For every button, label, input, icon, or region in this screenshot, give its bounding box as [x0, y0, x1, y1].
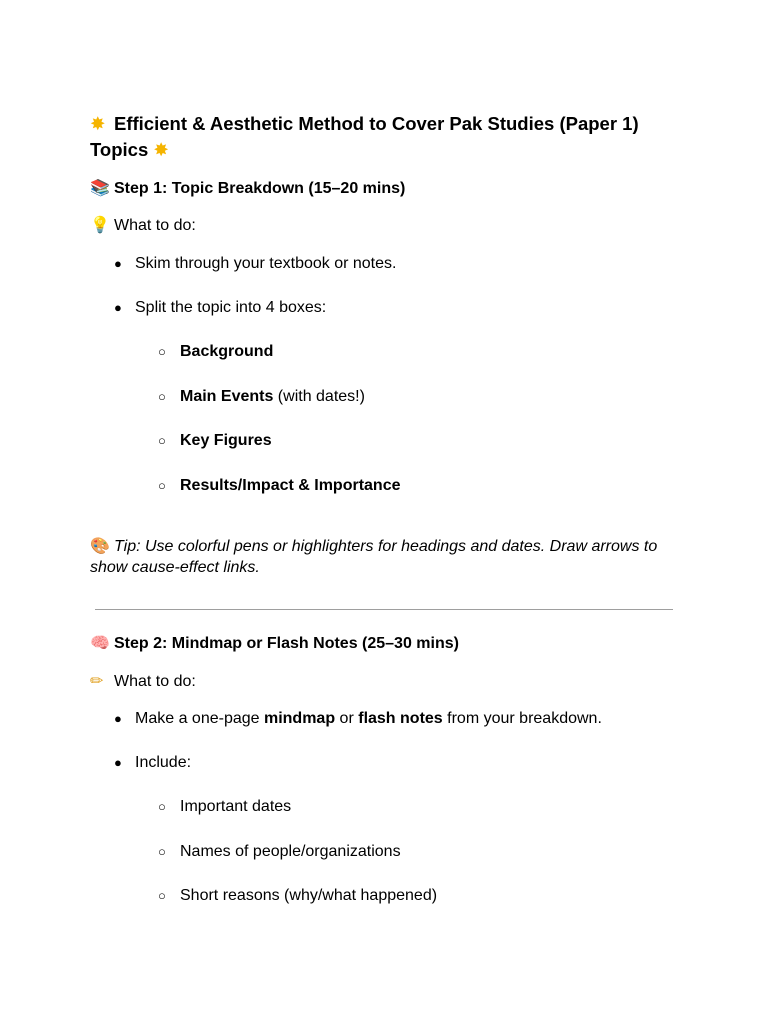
sub-list-item-bold: Background [180, 343, 274, 360]
bullet-marker: ● [114, 256, 122, 271]
horizontal-divider [95, 609, 673, 610]
bullet-marker: ● [114, 711, 122, 726]
document-title [90, 111, 690, 163]
tip-paragraph [90, 535, 690, 578]
title-text-line1: Efficient & Aesthetic Method to Cover Pak Studies (Paper 1) [114, 113, 639, 134]
sub-bullet-marker: ○ [158, 389, 166, 404]
list-item-text: from your breakdown. [442, 710, 602, 727]
bullet-marker: ● [114, 755, 122, 770]
step2-what-to-do-text: What to do: [114, 673, 196, 690]
list-item-text: or [335, 710, 359, 727]
list-item-bold: flash notes [358, 710, 443, 727]
sub-list-item: Names of people/organizations [180, 843, 401, 860]
sub-list-item-bold: Main Events [180, 388, 274, 405]
sub-list-item: Important dates [180, 798, 292, 815]
sub-list-item-bold: Key Figures [180, 432, 272, 449]
books-icon: 📚 [90, 178, 110, 197]
pencil-icon: ✏ [90, 671, 104, 690]
sub-bullet-marker: ○ [158, 888, 166, 903]
star-icon: ✸ [153, 140, 169, 161]
sub-bullet-marker: ○ [158, 844, 166, 859]
sub-list-item [180, 342, 273, 362]
step1-heading [90, 178, 405, 199]
sub-list-item [180, 431, 272, 451]
step2-what-to-do [90, 671, 196, 692]
sub-list-item [180, 476, 401, 496]
sub-list-item [180, 387, 365, 407]
list-item [135, 709, 602, 729]
sub-bullet-marker: ○ [158, 344, 166, 359]
list-item: Include: [135, 754, 192, 771]
list-item: Skim through your textbook or notes. [135, 255, 397, 272]
sub-list-item-rest: (with dates!) [273, 388, 365, 405]
step2-heading-text: Step 2: Mindmap or Flash Notes (25–30 mins) [114, 635, 459, 652]
sub-bullet-marker: ○ [158, 433, 166, 448]
step1-what-to-do-text: What to do: [114, 217, 196, 234]
brain-icon: 🧠 [90, 633, 110, 652]
sub-list-item-bold: Results/Impact & Importance [180, 477, 401, 494]
palette-icon: 🎨 [90, 536, 110, 555]
step1-heading-text: Step 1: Topic Breakdown (15–20 mins) [114, 180, 406, 197]
title-text-line2: Topics [90, 139, 149, 160]
tip-text: Tip: Use colorful pens or highlighters for headings and dates. Draw arrows to show cause-effect links. [90, 538, 658, 576]
list-item-bold: mindmap [263, 710, 336, 727]
list-item: Split the topic into 4 boxes: [135, 299, 327, 316]
sub-list-item: Short reasons (why/what happened) [180, 887, 438, 904]
sub-bullet-marker: ○ [158, 799, 166, 814]
step2-heading [90, 633, 459, 654]
sub-bullet-marker: ○ [158, 478, 166, 493]
list-item-text: Make a one-page [135, 710, 264, 727]
star-icon: ✸ [90, 114, 106, 135]
light-bulb-icon: 💡 [90, 215, 110, 234]
step1-what-to-do [90, 215, 196, 236]
bullet-marker: ● [114, 300, 122, 315]
